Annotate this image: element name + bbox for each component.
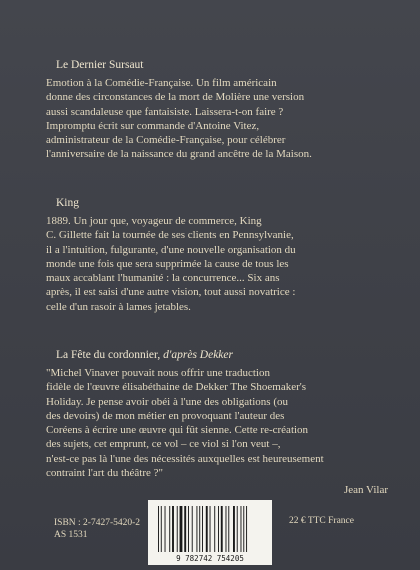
barcode-bar — [206, 506, 208, 552]
barcode — [148, 500, 272, 565]
section-title: Le Dernier Sursaut — [56, 59, 144, 71]
barcode-bar — [218, 506, 219, 552]
section-text: Emotion à la Comédie-Française. Un film américain donne des circonstances de la mort de Molière une version aussi scandaleuse que fantaisiste. Laissera-t-on faire ? Impromptu écrit sur commande d'Antoine Vitez, administrateur de la Comédie-Française, pour célébrer l'anniversaire de la naissance du grand ancêtre de la Maison. — [46, 77, 312, 161]
barcode-bar — [228, 506, 229, 552]
barcode-bar — [180, 506, 183, 552]
barcode-bar — [233, 506, 235, 552]
section-title: King — [56, 197, 79, 209]
barcode-bars — [148, 500, 272, 565]
barcode-bar — [165, 506, 166, 552]
barcode-bar — [202, 506, 203, 552]
barcode-bar — [237, 506, 238, 552]
barcode-bar — [177, 506, 178, 552]
barcode-bar — [184, 506, 186, 552]
barcode-bar — [169, 506, 170, 552]
price: 22 € TTC France — [289, 516, 354, 526]
barcode-bar — [214, 506, 215, 552]
barcode-bar — [241, 506, 242, 552]
barcode-bar — [221, 506, 223, 552]
barcode-bar — [196, 506, 197, 552]
section-king — [46, 196, 394, 314]
section-title: La Fête du cordonnier, d'après Dekker — [56, 349, 233, 361]
section-le-dernier-sursaut — [46, 58, 394, 162]
barcode-bar — [246, 506, 247, 552]
isbn-text: ISBN : 2-7427-5420-2 — [54, 518, 141, 528]
barcode-bar — [210, 506, 211, 552]
barcode-bar — [226, 506, 227, 552]
quote-signature: Jean Vilar — [343, 484, 388, 497]
barcode-bar — [158, 506, 159, 552]
barcode-bar — [199, 506, 200, 552]
isbn-block — [54, 517, 140, 541]
barcode-number: 9 782742 754205 — [176, 554, 244, 563]
barcode-bar — [188, 506, 189, 552]
section-text: "Michel Vinaver pouvait nous offrir une traduction fidèle de l'œuvre élisabéthaine de Dekker The Shoemaker's Holiday. Je pense avoir obéi à l'une des obligations (ou des devoirs) de mon métier en provoquant l'auteur des Coréens à écrire une œuvre qui fût sienne. Cette re-création des sujets, cet emprunt, ce vol – ce viol si l'on veut –, n'est-ce pas là l'une des nécessités auxquelles est heureusement contraint l'art du théâtre ?" — [46, 367, 324, 480]
barcode-bar — [192, 506, 193, 552]
series-code: AS 1531 — [54, 530, 88, 540]
barcode-bar — [161, 506, 162, 552]
section-text: 1889. Un jour que, voyageur de commerce, King C. Gillette fait la tournée de ses clients en Pennsylvanie, il a l'intuition, fulgurante, d'une nouvelle organisation du monde une fois que sera supprimée la cause de tous les maux accablant l'humanité : la concurrence... Six ans après, il est saisi d'une autre vision, tout aussi novatrice : celle d'un rasoir à lames jetables. — [46, 215, 296, 313]
barcode-bar — [172, 506, 174, 552]
barcode-bar — [243, 506, 244, 552]
section-la-fete-du-cordonnier — [46, 348, 394, 497]
